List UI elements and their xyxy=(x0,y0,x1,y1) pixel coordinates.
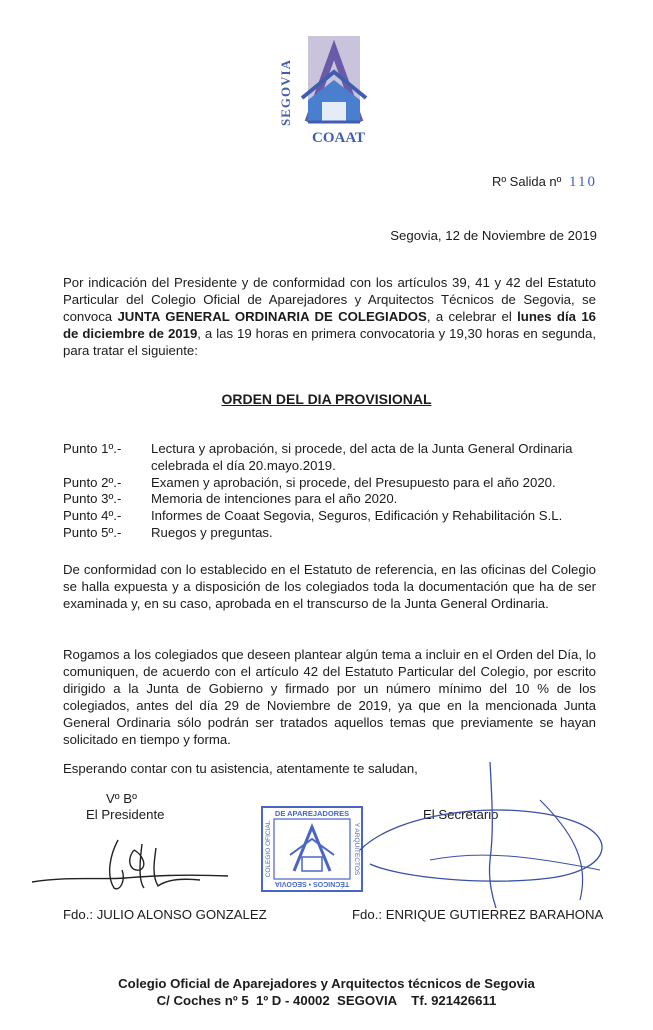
intro-paragraph xyxy=(63,274,596,359)
request-paragraph: Rogamos a los colegiados que deseen plantear algún tema a incluir en el Orden del Día, lo comuniquen, de acuerdo con el artículo 42 del Estatuto Particular del Colegio, por escrito dirigido a la Junta de Gobierno y firmado por un número mínimo del 10 % de los colegiados, antes del día 29 de Noviembre de 2019, ya que en la mencionada Junta General Ordinaria sólo podrán ser tratados aquellos temas que previamente se hayan solicitado en tiempo y forma. xyxy=(63,647,596,747)
agenda-item-text: Ruegos y preguntas. xyxy=(151,524,273,540)
agenda-item-text: Examen y aprobación, si procede, del Presupuesto para el año 2020. xyxy=(151,474,556,490)
stamp-icon xyxy=(260,805,364,893)
intro-bold-1: JUNTA GENERAL ORDINARIA DE COLEGIADOS xyxy=(117,309,427,324)
svg-text:DE APAREJADORES: DE APAREJADORES xyxy=(274,809,350,818)
agenda-item xyxy=(63,491,596,508)
document-date: Segovia, 12 de Noviembre de 2019 xyxy=(390,228,597,243)
agenda-item-label: Punto 1º.- xyxy=(63,441,122,456)
closing-paragraph: Esperando contar con tu asistencia, atentamente te saludan, xyxy=(63,761,418,776)
agenda-item-label: Punto 4º.- xyxy=(63,508,122,524)
svg-text:TÉCNICOS • SEGOVIA: TÉCNICOS • SEGOVIA xyxy=(274,880,350,887)
secretary-name: Fdo.: ENRIQUE GUTIERREZ BARAHONA xyxy=(352,907,604,922)
registro-salida xyxy=(492,174,597,191)
agenda-title: ORDEN DEL DIA PROVISIONAL xyxy=(221,391,432,407)
agenda-item-text: Informes de Coaat Segovia, Seguros, Edificación y Rehabilitación S.L. xyxy=(151,508,563,524)
intro-text-1: Por indicación del Presidente y de conformidad con los artículos 39, 41 y 42 del Estatuto Particular del Colegio Oficial de Aparejadores y Arquitectos Técnicos de Segovia, se convoca xyxy=(63,275,596,324)
agenda-item-label: Punto 3º.- xyxy=(63,491,122,507)
documentation-paragraph: De conformidad con lo establecido en el Estatuto de referencia, en las oficinas del Colegio se halla expuesta y a disposición de los colegiados toda la documentación que ha de ser examinada y, en su caso, aprobada en el transcurso de la Junta General Ordinaria. xyxy=(63,562,596,611)
coaat-logo xyxy=(278,30,373,148)
agenda-item xyxy=(63,508,596,525)
logo-vertical-text: SEGOVIA xyxy=(278,59,293,126)
president-signature-icon xyxy=(30,830,230,900)
college-stamp xyxy=(260,805,364,893)
agenda-item xyxy=(63,441,596,475)
intro-text-2: , a celebrar el xyxy=(426,309,518,324)
agenda-item-text: Memoria de intenciones para el año 2020. xyxy=(151,491,398,507)
footer-line-1: Colegio Oficial de Aparejadores y Arquitectos técnicos de Segovia xyxy=(118,976,535,991)
salida-number: 110 xyxy=(569,174,597,190)
footer-line-2: C/ Coches nº 5 1º D - 40002 SEGOVIA Tf. 921426611 xyxy=(156,993,497,1008)
intro-bold-2: lunes día 16 de diciembre de 2019 xyxy=(63,309,596,341)
visto-bueno: Vº Bº xyxy=(106,791,137,806)
svg-text:COLEGIO OFICIAL: COLEGIO OFICIAL xyxy=(265,820,272,878)
president-title: El Presidente xyxy=(86,807,165,822)
agenda-item-label: Punto 5º.- xyxy=(63,524,122,540)
president-name: Fdo.: JULIO ALONSO GONZALEZ xyxy=(63,907,267,922)
agenda-item-text: Lectura y aprobación, si procede, del acta de la Junta General Ordinaria celebrada el día 20.mayo.2019. xyxy=(151,441,573,473)
intro-text-3: , a las 19 horas en primera convocatoria y 19,30 horas en segunda, para tratar el siguiente: xyxy=(63,326,596,358)
salida-label: Rº Salida nº xyxy=(491,174,562,189)
logo-name: COAAT xyxy=(312,130,366,146)
svg-text:Y ARQUITECTOS: Y ARQUITECTOS xyxy=(353,822,360,876)
secretary-title: El Secretario xyxy=(423,807,499,822)
agenda-list xyxy=(63,441,596,542)
footer xyxy=(0,975,653,1009)
agenda-item xyxy=(63,475,596,492)
agenda-item xyxy=(63,525,596,542)
agenda-item-label: Punto 2º.- xyxy=(63,474,122,490)
secretary-signature-icon xyxy=(340,760,640,910)
